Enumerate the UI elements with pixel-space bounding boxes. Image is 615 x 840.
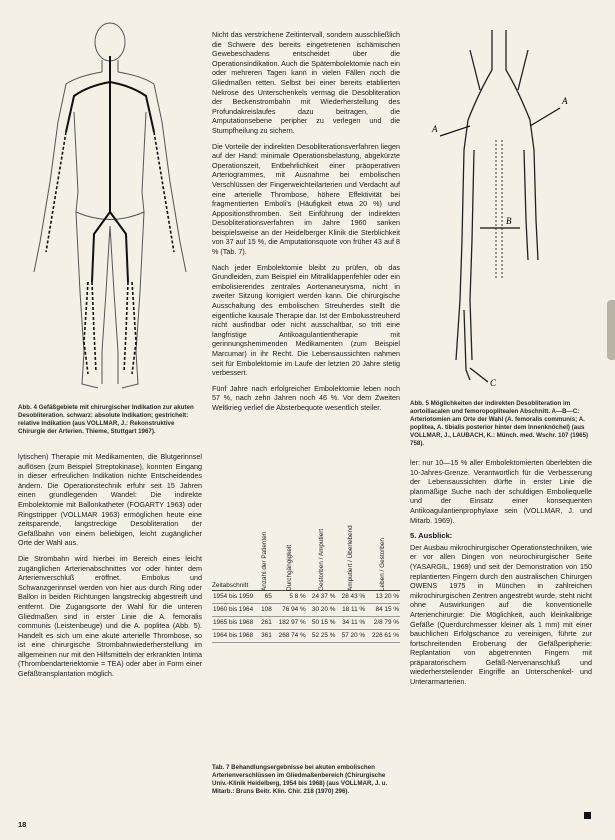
table-row: 1964 bis 1968 361 268 74 % 52 25 % 57 20 % 226 61 % [212,630,400,643]
table-header-patency: Durchgängigkeit [273,538,307,591]
table-header-died: Gestorben / Amputiert [307,538,337,591]
section-5-text: Der Ausbau mikrochirurgischer Operationstechniken, wie er vor allen Dingen von neurochirurgischer Seite (YASARGIL, 1969) und seit der Demonstration von 150 replantierten Fingern durch den australischen Chirurgen OWENS 1975 in München in zahlreichen mikrochirurgischen Zentren angestrebt wurde, steht nicht ohne Auswirkungen auf die konventionelle Arterienchirurgie: Die Möglichkeit, auch kleinkalibrige Gefäße (Querdurchmesser kleiner als 1 mm) mit einer bauchlichen Erfolgschance zu vereinigen, führte zur fortschreitenden Eroberung der Gefäßperipherie: Replantation von abgetrennten Fingern mit präparatorischem Gefäß-Nervenanschluß und wiederhersteilender Eingriffe an Unterschenkel- und Unterarmarterien. [410,542,592,687]
figure-5-caption [410,400,592,448]
page-number: 18 [18,820,27,829]
figure-5-caption-text: Möglichkeiten der indirekten Desobliteration im aortoiliacalen und femoropoplitealen Abschnitt. A—B—C: Arteriotomien am Orte der Wahl (A. femoralis communis; A. poplitea, A. tibialis posterior hinter dem Innenknöchel) (aus VOLLMAR, J., LAUBACH, K.: Münch. med. Wschr. 107 (1965) 758). [410,400,589,447]
table-row: 1965 bis 1968 261 182 97 % 50 15 % 34 11 % 2/8 79 % [212,617,400,630]
table-header-patients: Anzahl der Patienten [258,538,273,591]
label-c: C [490,378,497,388]
middle-column-text [212,30,400,419]
mid-paragraph-2: Die Vorteile der indirekten Desobliterationsverfahren liegen auf der Hand: minimale Operationsbelastung, abgekürzte Operationszeit, Entbehrlichkeit einer präoperativen Arteriogrammes, mit Ausnahme bei embolischen Verschlüssen der Fingerweichteilarterien und Verdacht auf eine arterielle Thrombose, höhere Effektivität bei fragmentierten Emboli's (Häufigkeit etwa 20 %) und Appositionsthromben. Seit Einführung der indirekten Desobliterationsverfahren im Jahre 1960 sanken beispielsweise an der Heidelberger Klinik die Sterblichkeit von 37 auf 15 %, die Amputationsquote von früher 43 auf 8 % (Tab. 7). [212,141,400,257]
label-a-right: A [562,96,568,106]
mid-paragraph-1: Nicht das verstrichene Zeitintervall, sondern ausschließlich die Schwere des bereits eingetretenen ischämischen Gewebeschadens entscheidet über die Operationsindikation. Auch die Spätembolektomie nach ein oder mehreren Tagen kann in vielen Fällen noch die Gliedmaßen retten. Selbst bei einer bereits etablierten Nekrose des Unterschenkels vermag die Desobliteration der Beckenstrombahn mit Wiederherstellung des Profundakreislaufes dazu beitragen, die Amputationsebene peripher zu verlegen und die Stumpfheilung zu sichern. [212,30,400,135]
end-mark [584,812,591,819]
table-header-row [212,538,400,591]
right-paragraph-1: ler: nur 10—15 % aller Embolektomierten überlebten die 10-Jahres-Grenze. Verantwortlich für die Verbesserung der Lebensaussichten dürfte in erster Linie die planmäßige Suche nach der schuldigen Emboliequelle und der Einsatz einer konsequenten Antikoagulantienprophylaxe sein (VOLLMAR, J. und Mitarb. 1969). [410,458,592,525]
page-edge-tab [607,300,615,360]
table-row: 1960 bis 1964 108 76 94 % 30 20 % 18 11 % 84 15 % [212,604,400,617]
left-column-text [18,452,202,685]
label-b: B [506,216,512,226]
table-7-results [212,525,400,643]
table-header-alive: Leben / Gestorben [366,538,400,591]
left-paragraph-2: Die Strombahn wird hierbei im Bereich eines leicht zugänglichen Arterienabschnittes vor oder hinter dem Arterienverschluß eröffnet. Embolus und Schwanzgerinnsel werden von hier aus durch Ring oder Ballon in beiden Richtungen langstreckig abgestreift und entfernt. Die Zugangsorte der Wahl für die unteren Gliedmaßen sind in erster Linie die A. femoralis communis (Leistenbeuge) und die A. poplitea (Abb. 5). Handelt es sich um eine akute arterielle Thrombose, so ist eine chirurgische Strombahnwiederherstellung im allgemeinen nur mit den Hilfsmitteln der erkrankten Intima (Thrombendarteriektomie = TEA) oder aber in Form einer Gefäßtransplantation möglich. [18,553,202,679]
table-header-amputated: Amputiert / Überlebend [336,538,366,591]
mid-paragraph-3: Nach jeder Embolektomie bleibt zu prüfen, ob das Grundleiden, zum Beispiel ein Mitralklappenfehler oder ein embolisierendes zentrales Aortenaneurysma, nicht in zweiter Sitzung korrigiert werden kann. Die chirurgische Ausschaltung des embolischen Streuherdes stellt die eigentliche kausale Therapie dar. Ist der Embolusstreuherd nicht ausfindbar oder nicht ausschaltbar, so tritt eine langfristige Antikoagulantientherapie mit gerinnungshemmenden Medikamenten (zum Beispiel Marcumar) in ihr Recht. Die Lebensaussichten nahmen seit für Embolektomie im Laufe der letzten 20 Jahre stetig verbessert. [212,262,400,378]
section-5 [410,531,592,687]
right-column-text [410,458,592,693]
arterial-tree-illustration [410,30,592,392]
table-7-caption-lead: Tab. 7 [212,764,230,771]
figure-5-arterial-tree [410,30,592,392]
mid-paragraph-4: Fünf Jahre nach erfolgreicher Embolektomie leben noch 57 %, nach zehn Jahren noch 46 %. Vor dem Zweiten Weltkrieg verlief die Absterbequote wesentlich steiler. [212,383,400,412]
figure-5-caption-lead: Abb. 5 [410,400,429,407]
table-7-caption [212,764,400,796]
figure-4-body-arteries [18,12,202,402]
label-a-left: A [432,124,438,134]
table-7-caption-text: Behandlungsergebnisse bei akuten embolischen Arterienverschlüssen im Gliedmaßenbereich (Chirurgische Univ.-Klinik Heidelberg, 1954 bis 1968) (aus VOLLMAR, J. u. Mitarb.: Bruns Beitr. Klin. Chir. 218 (1970) 296). [212,764,388,795]
table-row: 1954 bis 1959 65 5 8 % 24 37 % 28 43 % 13 20 % [212,591,400,604]
figure-4-caption-text: Gefäßgebiete mit chirurgischer Indikation zur akuten Desobliteration. schwarz: absolute Indikation; gestrichelt: relative Indikation (aus VOLLMAR, J.: Rekonstruktive Chirurgie der Arterien. Thieme, Stuttgart 1967). [18,404,194,435]
body-artery-illustration [18,12,202,402]
table-header-period: Zeitabschnitt [212,538,258,591]
section-5-heading: 5. Ausblick: [410,531,453,541]
figure-4-caption-lead: Abb. 4 [18,404,37,411]
left-paragraph-1: lytischen) Therapie mit Medikamenten, die Blutgerinnsel auflösen (zum Beispiel Streptokinase), konnten Eingang in dieser erfreulichen Indikation nichte Entscheidendes ändern. Die Operationstechnik erfuhr seit 15 Jahren einen grundlegenden Wandel: Die indirekte Embolektomie mit Ballonkatheter (FOGARTY 1963) oder Ringstripper (VOLLMAR 1963) ermöglichen heute eine zeitsparende, langstreckige Desobliteration der Gefäßbahn von einem beliebigen, leicht zugänglicher Orte der Wahl aus. [18,452,202,548]
figure-4-caption [18,404,202,436]
